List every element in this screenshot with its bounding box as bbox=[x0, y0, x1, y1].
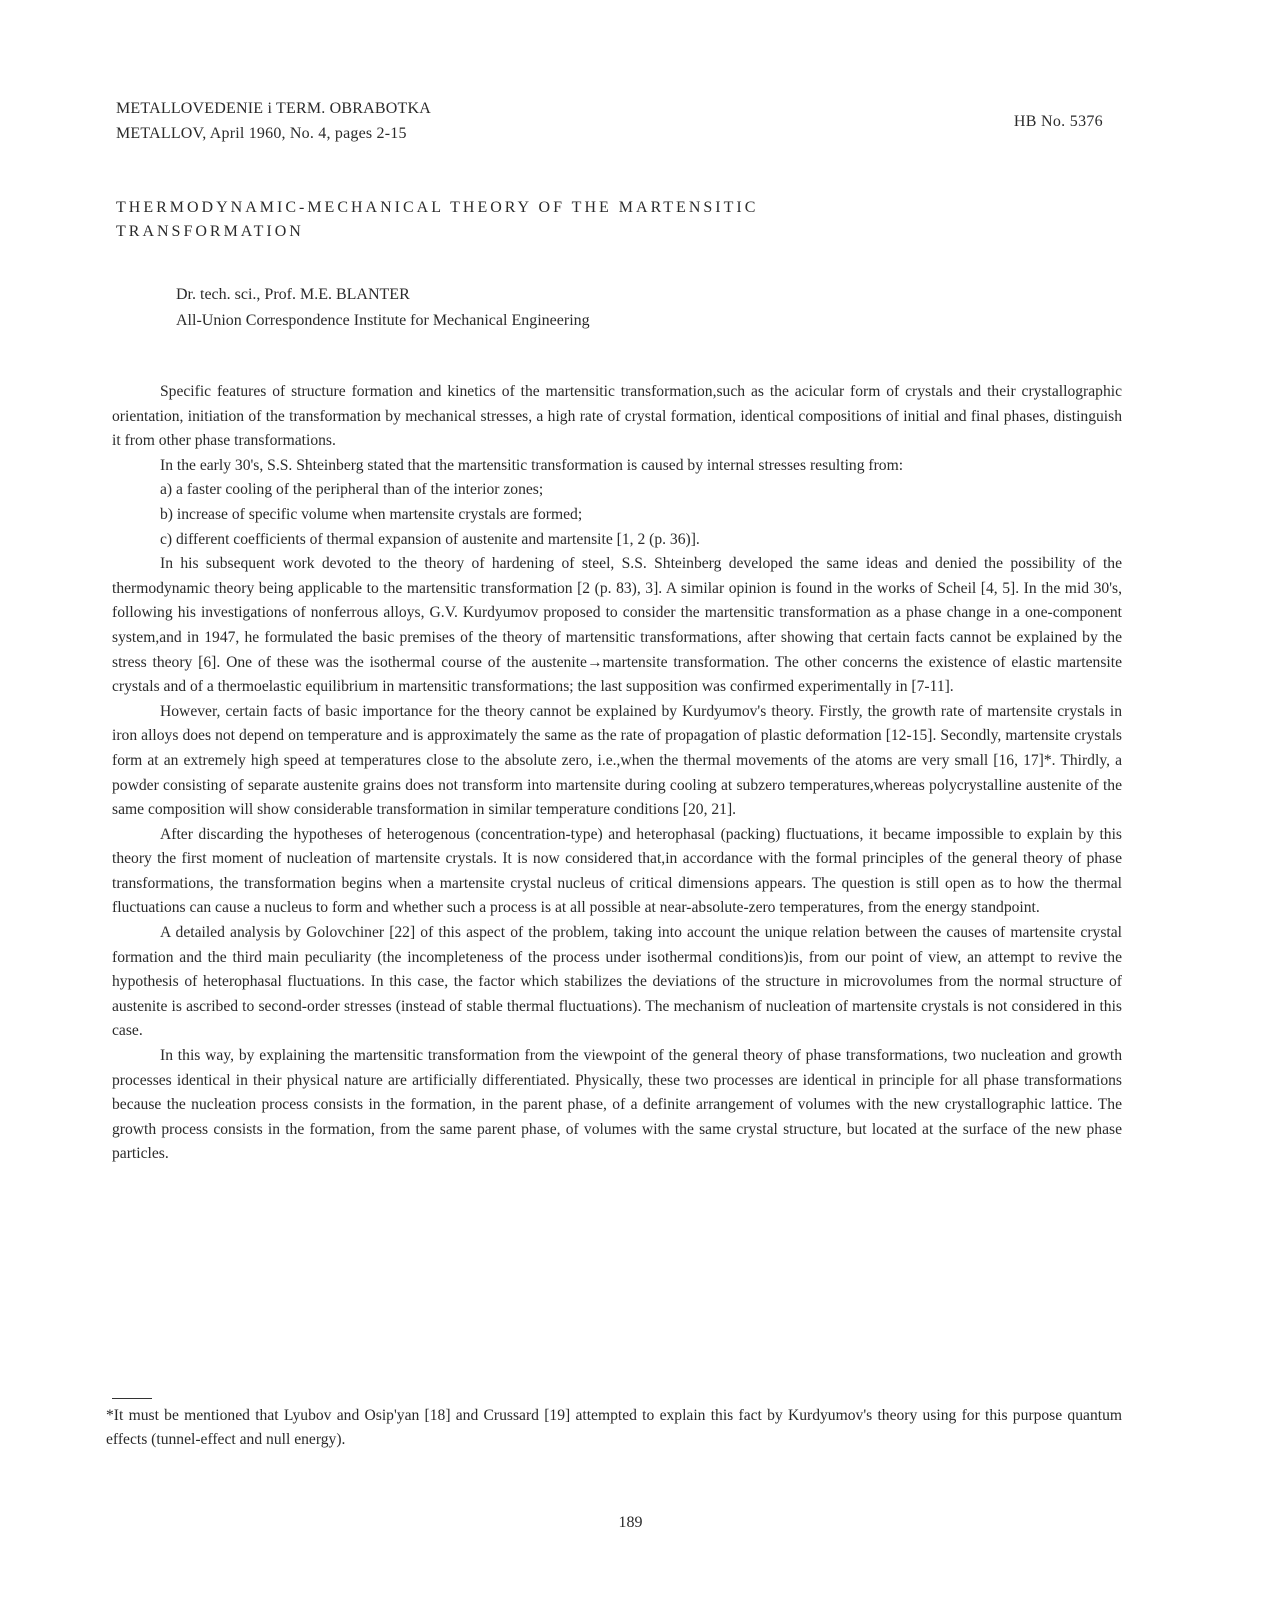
list-item: a) a faster cooling of the peripheral than of the interior zones; bbox=[160, 481, 544, 499]
list-item: c) different coefficients of thermal expansion of austenite and martensite [1, 2 (p. 36)]. bbox=[160, 530, 700, 548]
paragraph: A detailed analysis by Golovchiner [22] of this aspect of the problem, taking into account the unique relation between the causes of martensite crystal formation and the third main peculiarity (the incompleteness of the process under isothermal conditions)is, from our point of view, an attempt to revive the hypothesis of heterophasal fluctuations. In this case, the factor which stabilizes the deviations of the structure in microvolumes from the normal structure of austenite is ascribed to second-order stresses (instead of stable thermal fluctuations). The mechanism of nucleation of martensite crystals is not considered in this case. bbox=[112, 924, 1122, 1040]
paragraph: In the early 30's, S.S. Shteinberg stated that the martensitic transformation is caused by internal stresses resulting from: bbox=[160, 456, 904, 474]
paragraph: Specific features of structure formation and kinetics of the martensitic transformation,such as the acicular form of crystals and their crystallographic orientation, initiation of the transformation by mechanical stresses, a high rate of crystal formation, identical compositions of initial and final phases, distinguish it from other phase transformations. bbox=[112, 383, 1122, 450]
paragraph: After discarding the hypotheses of heterogenous (concentration-type) and heterophasal (packing) fluctuations, it became impossible to explain by this theory the first moment of nucleation of martensite crystals. It is now considered that,in accordance with the formal principles of the general theory of phase transformations, the transformation begins when a martensite crystal nucleus of critical dimensions appears. The question is still open as to how the thermal fluctuations can cause a nucleus to form and whether such a process is at all possible at near-absolute-zero temperatures, from the energy standpoint. bbox=[112, 825, 1122, 917]
article-body bbox=[112, 380, 1122, 1167]
journal-citation bbox=[116, 96, 431, 146]
list-item: b) increase of specific volume when martensite crystals are formed; bbox=[160, 505, 583, 523]
footnote: *It must be mentioned that Lyubov and Osip'yan [18] and Crussard [19] attempted to explain this fact by Kurdyumov's theory using for this purpose quantum effects (tunnel-effect and null energy). bbox=[106, 1407, 1122, 1448]
author-name: Dr. tech. sci., Prof. M.E. BLANTER bbox=[176, 286, 410, 303]
paragraph: In his subsequent work devoted to the theory of hardening of steel, S.S. Shteinberg developed the same ideas and denied the possibility of the thermodynamic theory being applicable to the martensitic transformation [2 (p. 83), 3]. A similar opinion is found in the works of Scheil [4, 5]. In the mid 30's, following his investigations of nonferrous alloys, G.V. Kurdyumov proposed to consider the martensitic transformation as a phase change in a one-component system,and in 1947, he formulated the basic premises of the theory of martensitic transformations, after showing that certain facts cannot be explained by the stress theory [6]. One of these was the isothermal course of the austenite→martensite transformation. The other concerns the existence of elastic martensite crystals and of a thermoelastic equilibrium in martensitic transformations; the last supposition was confirmed experimentally in [7-11]. bbox=[112, 555, 1122, 696]
author-block bbox=[176, 282, 590, 334]
article-title: THERMODYNAMIC-MECHANICAL THEORY OF THE MARTENSITIC TRANSFORMATION bbox=[116, 199, 759, 240]
paragraph: In this way, by explaining the martensitic transformation from the viewpoint of the general theory of phase transformations, two nucleation and growth processes identical in their physical nature are artificially differentiated. Physically, these two processes are identical in principle for all phase transformations because the nucleation process consists in the formation, in the parent phase, of a definite arrangement of volumes with the new crystallographic lattice. The growth process consists in the formation, from the same parent phase, of volumes with the same crystal structure, but located at the surface of the new phase particles. bbox=[112, 1047, 1122, 1163]
page-number: 189 bbox=[618, 1514, 643, 1531]
hb-number: HB No. 5376 bbox=[1013, 113, 1103, 130]
author-affiliation: All-Union Correspondence Institute for Mechanical Engineering bbox=[176, 312, 590, 329]
journal-name: METALLOVEDENIE i TERM. OBRABOTKA bbox=[116, 100, 432, 117]
journal-issue: METALLOV, April 1960, No. 4, pages 2-15 bbox=[116, 125, 407, 142]
footnote-divider bbox=[112, 1398, 152, 1399]
paragraph: However, certain facts of basic importance for the theory cannot be explained by Kurdyumov's theory. Firstly, the growth rate of martensite crystals in iron alloys does not depend on temperature and is approximately the same as the rate of propagation of plastic deformation [12-15]. Secondly, martensite crystals form at an extremely high speed at temperatures close to the absolute zero, i.e.,when the thermal movements of the atoms are very small [16, 17]*. Thirdly, a powder consisting of separate austenite grains does not transform into martensite during cooling at subzero temperatures,whereas polycrystalline austenite of the same composition will show considerable transformation in similar temperature conditions [20, 21]. bbox=[112, 702, 1122, 819]
